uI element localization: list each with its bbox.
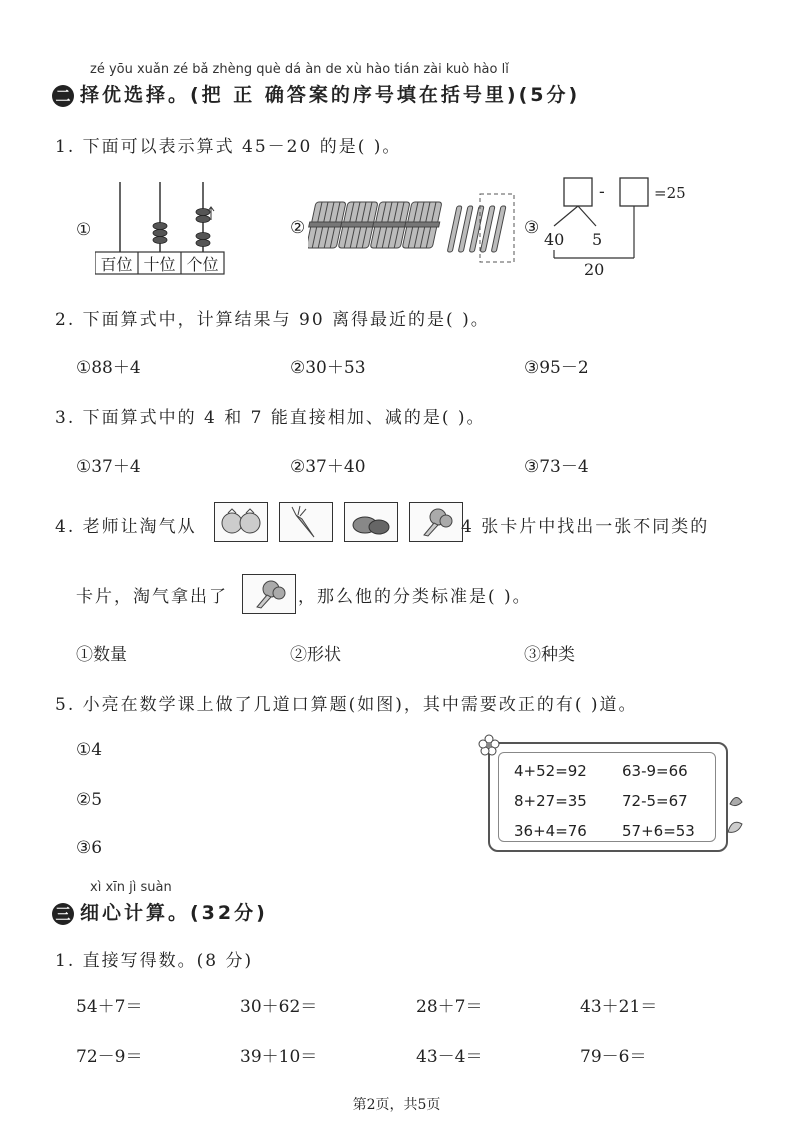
q5-option-3: ③6 — [76, 838, 103, 858]
section2-title: 择优选择。(把 正 确答案的序号填在括号里)(5分) — [80, 84, 581, 106]
board-equation: 8+27=35 — [514, 792, 587, 810]
board-equation: 36+4=76 — [514, 822, 587, 840]
strawberry-card-image — [214, 502, 268, 542]
q1-option2-marker: ② — [290, 218, 306, 238]
section2-title-row — [52, 80, 580, 107]
calc-item: 43＋21＝ — [580, 997, 658, 1017]
question-4-line2-end: ，那么他的分类标准是( )。 — [298, 587, 532, 607]
abacus-label-hundreds: 百位 — [100, 255, 133, 274]
page-footer: 第2页，共5页 — [352, 1097, 441, 1113]
eggplant-card-image — [344, 502, 398, 542]
board-equation: 63-9=66 — [622, 762, 688, 780]
question-4-line2-start: 卡片，淘气拿出了 — [76, 587, 228, 607]
q3-option-1: ①37＋4 — [76, 457, 141, 477]
q1-option1-marker: ① — [76, 220, 92, 240]
q3-option-3: ③73－4 — [524, 457, 589, 477]
question-1: 1. 下面可以表示算式 45－20 的是( )。 — [55, 137, 402, 157]
section3-title-row — [52, 898, 268, 925]
q4-option-1: ①数量 — [76, 645, 127, 665]
q2-option-1: ①88＋4 — [76, 358, 141, 378]
q5-option-1: ①4 — [76, 740, 103, 760]
branch-equation: =25 — [654, 184, 686, 202]
question-direct-write: 1. 直接写得数。(8 分) — [55, 951, 254, 971]
section2-badge: 二 — [52, 85, 74, 107]
abacus-label-ones: 个位 — [186, 255, 219, 274]
section3-badge: 三 — [52, 903, 74, 925]
board-equation: 57+6=53 — [622, 822, 695, 840]
oral-calculation-board — [488, 742, 728, 852]
q4-option-3: ③种类 — [524, 645, 575, 665]
question-5: 5. 小亮在数学课上做了几道口算题(如图)，其中需要改正的有( )道。 — [55, 695, 638, 715]
radish-card-image — [279, 502, 333, 542]
q2-option-2: ②30＋53 — [290, 358, 366, 378]
question-2: 2. 下面算式中，计算结果与 90 离得最近的是( )。 — [55, 310, 490, 330]
chosen-vegetable-card-image — [242, 574, 296, 614]
calc-item: 30＋62＝ — [240, 997, 318, 1017]
q3-option-2: ②37＋40 — [290, 457, 366, 477]
abacus-label-tens: 十位 — [143, 255, 176, 274]
q4-cards — [214, 502, 463, 542]
branch-left: 40 — [544, 230, 565, 249]
sticks-illustration — [308, 192, 520, 264]
q4-option-2: ②形状 — [290, 645, 341, 665]
question-4-line1-end: 4 张卡片中找出一张不同类的 — [461, 517, 710, 537]
branch-minus: - — [599, 182, 605, 202]
abacus-labels — [95, 252, 225, 275]
question-3: 3. 下面算式中的 4 和 7 能直接相加、减的是( )。 — [55, 408, 486, 428]
board-equation: 72-5=67 — [622, 792, 688, 810]
board-equation: 4+52=92 — [514, 762, 587, 780]
q2-option-3: ③95－2 — [524, 358, 589, 378]
calc-item: 28＋7＝ — [416, 997, 483, 1017]
calc-item: 43－4＝ — [416, 1047, 483, 1067]
vegetable-card-image — [409, 502, 463, 542]
branch-bottom: 20 — [584, 260, 605, 279]
section3-title: 细心计算。(32分) — [80, 902, 268, 924]
leaf-decoration-icon — [722, 790, 746, 844]
calc-item: 39＋10＝ — [240, 1047, 318, 1067]
q1-option3-marker: ③ — [524, 218, 540, 238]
q5-option-2: ②5 — [76, 790, 103, 810]
question-4-line1-start: 4. 老师让淘气从 — [55, 517, 197, 537]
flower-decoration-icon — [478, 734, 500, 756]
calc-item: 54＋7＝ — [76, 997, 143, 1017]
branch-right: 5 — [592, 230, 603, 249]
section2-pinyin: zé yōu xuǎn zé bǎ zhèng què dá àn de xù hào tián zài kuò hào lǐ — [90, 62, 509, 77]
calc-item: 72－9＝ — [76, 1047, 143, 1067]
section3-pinyin: xì xīn jì suàn — [90, 880, 172, 895]
calc-item: 79－6＝ — [580, 1047, 647, 1067]
